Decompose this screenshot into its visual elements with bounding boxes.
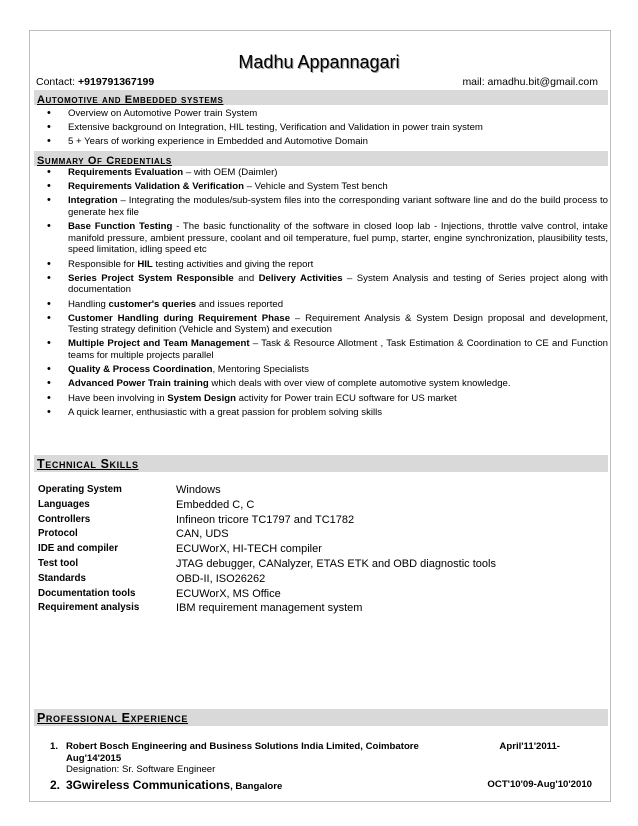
credential-item <box>40 407 608 419</box>
credential-item <box>40 378 608 390</box>
skill-value: CAN, UDS <box>176 528 229 541</box>
section-skills <box>34 455 608 472</box>
skill-row <box>38 498 598 513</box>
skill-value: JTAG debugger, CANalyzer, ETAS ETK and OBD diagnostic tools <box>176 557 496 570</box>
period: April'11'2011- <box>499 741 560 752</box>
credential-highlight: System Design <box>167 392 236 404</box>
skill-value: Infineon tricore TC1797 and TC1782 <box>176 513 355 526</box>
credential-item <box>40 273 608 296</box>
mail-label: mail: <box>462 76 485 88</box>
credential-item <box>40 181 608 193</box>
phone-number: +919791367199 <box>78 76 155 88</box>
skill-category: Standards <box>38 572 86 584</box>
company-name: Robert Bosch Engineering and Business Solutions India Limited, Coimbatore <box>66 741 419 752</box>
skill-value: Embedded C, C <box>176 498 255 511</box>
skill-row <box>38 513 598 528</box>
skill-value: Windows <box>176 484 221 496</box>
designation <box>36 764 596 776</box>
credential-highlight: Series Project System Responsible <box>68 272 234 284</box>
section-title: Summary Of Credentials <box>37 155 172 167</box>
skill-category: Requirement analysis <box>38 602 140 614</box>
credential-item <box>40 299 608 311</box>
credential-text: – with OEM (Daimler) <box>183 167 278 178</box>
credential-text: A quick learner, enthusiastic with a great passion for problem solving skills <box>68 406 383 418</box>
credential-highlight: Requirements Validation & Verification <box>68 181 244 193</box>
credential-text: and <box>233 272 259 284</box>
credential-text: – System Analysis and testing of Series project along with documentation <box>68 272 608 296</box>
skills-table <box>38 483 598 616</box>
skill-row <box>38 557 598 572</box>
contact-label: Contact: <box>36 76 76 88</box>
period-end: Aug'14'2015 <box>66 752 122 764</box>
credential-text: Handling <box>68 298 109 310</box>
automotive-item: • Overview on Automotive Power train System <box>40 108 608 120</box>
credential-item <box>40 364 608 376</box>
section-experience <box>34 709 608 726</box>
credential-highlight: Delivery Activities <box>258 272 343 284</box>
experience-item <box>36 777 596 795</box>
skill-category: Test tool <box>38 557 79 569</box>
candidate-name: Madhu Appannagari <box>238 52 400 72</box>
skill-category: Controllers <box>38 513 91 525</box>
section-credentials <box>34 151 608 166</box>
credential-highlight: Base Function Testing <box>68 221 173 233</box>
section-title: Professional Experience <box>37 711 188 725</box>
skill-row <box>38 587 598 602</box>
item-number: 1. <box>50 741 59 752</box>
credential-text: and issues reported <box>196 298 284 310</box>
automotive-item: • 5 + Years of working experience in Embedded and Automotive Domain <box>40 136 608 148</box>
company-name: 3Gwireless Communications <box>66 777 231 792</box>
skill-category: Documentation tools <box>38 587 136 599</box>
credential-highlight: customer's queries <box>108 298 197 310</box>
credential-item <box>40 195 608 218</box>
company-location: , Bangalore <box>230 780 283 792</box>
credential-highlight: Customer Handling during Requirement Phase <box>68 312 291 324</box>
credential-highlight: Requirements Evaluation <box>68 167 184 178</box>
skill-category: Operating System <box>38 484 122 495</box>
skill-row <box>38 483 598 498</box>
credential-text: activity for Power train ECU software for US market <box>236 392 457 404</box>
skill-value: ECUWorX, HI-TECH compiler <box>176 543 322 556</box>
automotive-item: • Extensive background on Integration, HIL testing, Verification and Validation in power train system <box>40 122 608 134</box>
skill-value: ECUWorX, MS Office <box>176 587 281 600</box>
skill-row <box>38 542 598 557</box>
period: OCT'10'09-Aug'10'2010 <box>487 778 592 790</box>
credential-highlight: Multiple Project and Team Management <box>68 338 250 350</box>
section-automotive <box>34 90 608 105</box>
credential-text: Responsible for <box>68 258 138 270</box>
credential-text: , Mentoring Specialists <box>212 364 309 376</box>
credential-item <box>40 393 608 405</box>
experience-list <box>36 741 596 795</box>
item-number: 2. <box>50 777 61 792</box>
credential-text: – Vehicle and System Test bench <box>243 181 388 193</box>
mail-address: amadhu.bit@gmail.com <box>487 76 598 88</box>
credential-item <box>40 313 608 336</box>
credential-text: Have been involving in <box>68 392 168 404</box>
credential-text: testing activities and giving the report <box>152 258 314 270</box>
skill-category: IDE and compiler <box>38 543 119 555</box>
section-title: Technical Skills <box>37 457 139 471</box>
automotive-list <box>40 108 608 151</box>
contact-phone <box>36 76 154 88</box>
credential-text: which deals with over view of complete automotive system knowledge. <box>208 378 511 390</box>
contact-row <box>36 76 598 88</box>
credential-item <box>40 338 608 361</box>
credential-highlight: Quality & Process Coordination <box>68 364 213 376</box>
credential-text: – Requirement Analysis & System Design proposal and development, Testing strategy definition (Vehicle and System) and execution <box>68 312 608 336</box>
skill-row <box>38 527 598 542</box>
skill-category: Languages <box>38 498 90 510</box>
skill-row <box>38 601 598 616</box>
credential-item <box>40 167 608 179</box>
contact-email <box>462 76 598 88</box>
section-title: Automotive and Embedded systems <box>37 94 224 106</box>
experience-item <box>36 741 596 764</box>
designation-text: Designation: Sr. Software Engineer <box>66 764 216 776</box>
skill-value: IBM requirement management system <box>176 602 363 615</box>
credential-text: - The basic functionality of the software in closed loop lab - Injections, throttle valve control, intake manifold pressure, ambient pressure, coolant and oil temperature, fuel pump, starter, engine synchronization, plausibility tests, speed limitation, idling speed etc <box>68 221 608 256</box>
credential-item <box>40 259 608 271</box>
credential-highlight: Advanced Power Train training <box>68 378 209 390</box>
skill-value: OBD-II, ISO26262 <box>176 572 266 585</box>
skill-category: Protocol <box>38 528 78 540</box>
credential-text: – Integrating the modules/sub-system files into the corresponding variant software line and do the build process to generate hex file <box>68 195 608 218</box>
skill-row <box>38 572 598 587</box>
credential-highlight: HIL <box>137 258 153 270</box>
credential-text: – Task & Resource Allotment , Task Estimation & Coordination to CE and Function teams for multiple projects parallel <box>68 338 608 362</box>
credential-item <box>40 221 608 256</box>
credentials-list <box>40 167 608 421</box>
credential-highlight: Integration <box>68 195 118 207</box>
